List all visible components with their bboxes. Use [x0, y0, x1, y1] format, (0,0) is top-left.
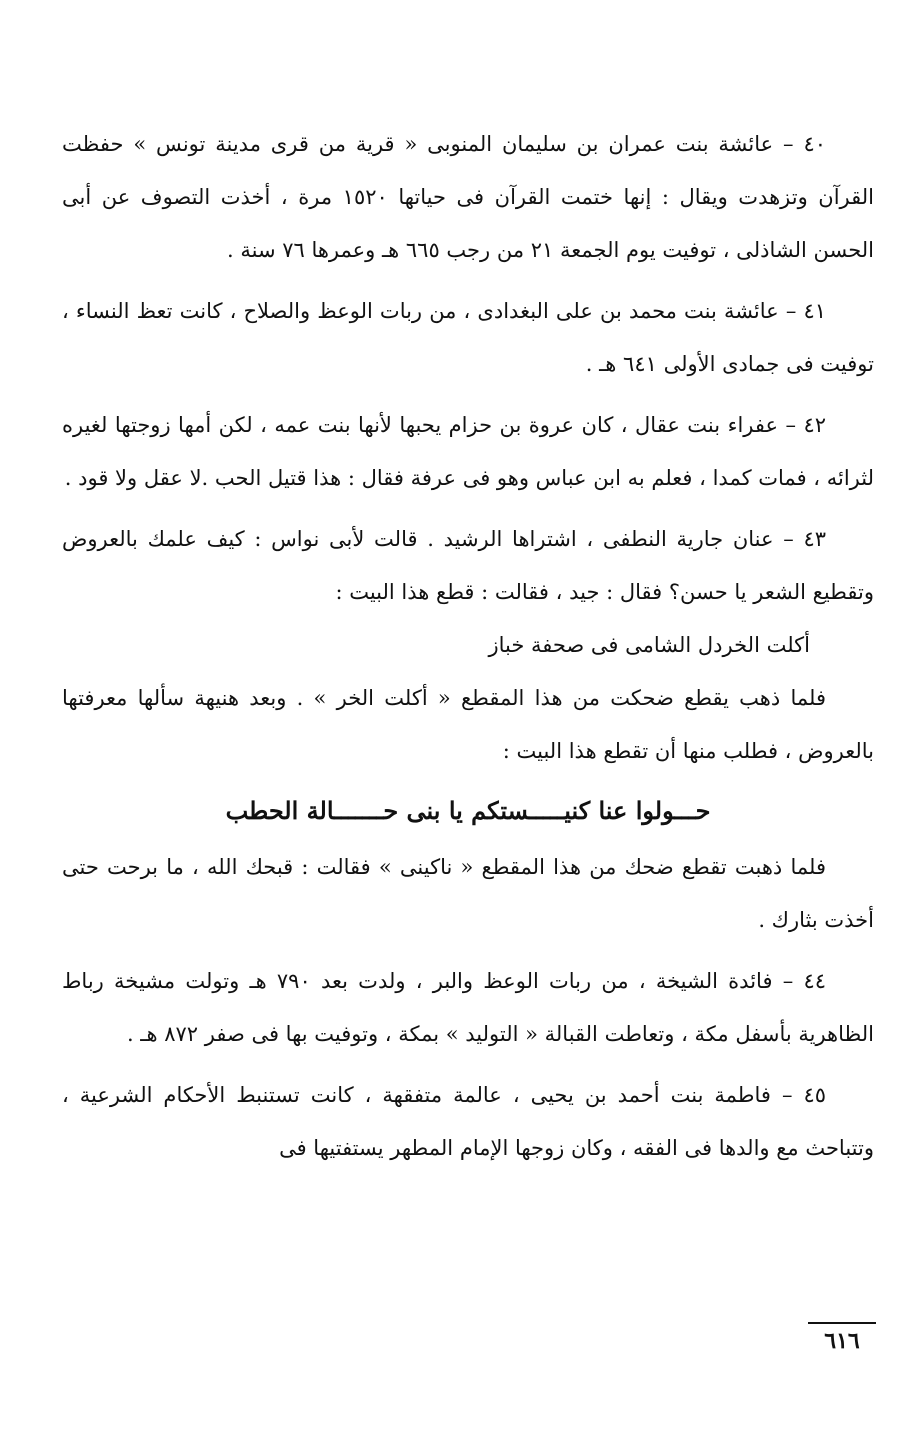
- entry-text: ٤١ – عائشة بنت محمد بن على البغدادى ، من ربات الوعظ والصلاح ، كانت تعظ النساء ، توفيت فى جمادى الأولى ٦٤١ هـ .: [62, 299, 874, 376]
- verse-line-bold: حـــولوا عنا كنيـــــستكم يا بنى حـــــــالة الحطب: [225, 796, 711, 825]
- entry-45: [62, 1069, 874, 1175]
- entry-text: ٤٠ – عائشة بنت عمران بن سليمان المنوبى « قرية من قرى مدينة تونس » حفظت القرآن وتزهدت ويقال : إنها ختمت القرآن فى حياتها ١٥٢٠ مرة ، أخذت التصوف عن أبى الحسن الشاذلى ، توفيت يوم الجمعة ٢١ من رجب ٦٦٥ هـ وعمرها ٧٦ سنة .: [62, 132, 875, 262]
- entry-42: [62, 399, 874, 505]
- entry-text: ٤٣ – عنان جارية النطفى ، اشتراها الرشيد . قالت لأبى نواس : كيف علمك بالعروض وتقطيع الشعر يا حسن؟ فقال : جيد ، فقالت : قطع هذا البيت :: [62, 527, 874, 604]
- page-number: ٦١٦: [808, 1322, 876, 1354]
- entry-text: ٤٤ – فائدة الشيخة ، من ربات الوعظ والبر ، ولدت بعد ٧٩٠ هـ وتولت مشيخة رباط الظاهرية بأسفل مكة ، وتعاطت القبالة « التوليد » بمكة ، وتوفيت بها فى صفر ٨٧٢ هـ .: [62, 969, 874, 1046]
- entry-paragraph: فلما ذهبت تقطع ضحك من هذا المقطع « ناكينى » فقالت : قبحك الله ، ما برحت حتى أخذت بثارك .: [62, 855, 874, 932]
- entry-paragraph: فلما ذهب يقطع ضحكت من هذا المقطع « أكلت الخر » . وبعد هنيهة سألها معرفتها بالعروض ، فطلب منها أن تقطع هذا البيت :: [62, 686, 874, 763]
- verse-line: أكلت الخردل الشامى فى صحفة خباز: [488, 633, 810, 657]
- entry-44: [62, 955, 874, 1061]
- entry-text: ٤٢ – عفراء بنت عقال ، كان عروة بن حزام يحبها لأنها بنت عمه ، لكن أمها زوجتها لغيره لثرائه ، فمات كمدا ، فعلم به ابن عباس وهو فى عرفة فقال : هذا قتيل الحب .لا عقل ولا قود .: [62, 413, 874, 490]
- page-body: [62, 118, 874, 1183]
- entry-text: ٤٥ – فاطمة بنت أحمد بن يحيى ، عالمة متفقهة ، كانت تستنبط الأحكام الشرعية ، وتتباحث مع والدها فى الفقه ، وكان زوجها الإمام المطهر يستفتيها فى: [62, 1083, 874, 1160]
- entry-43: [62, 513, 874, 947]
- entry-40: [62, 118, 874, 277]
- entry-41: [62, 285, 874, 391]
